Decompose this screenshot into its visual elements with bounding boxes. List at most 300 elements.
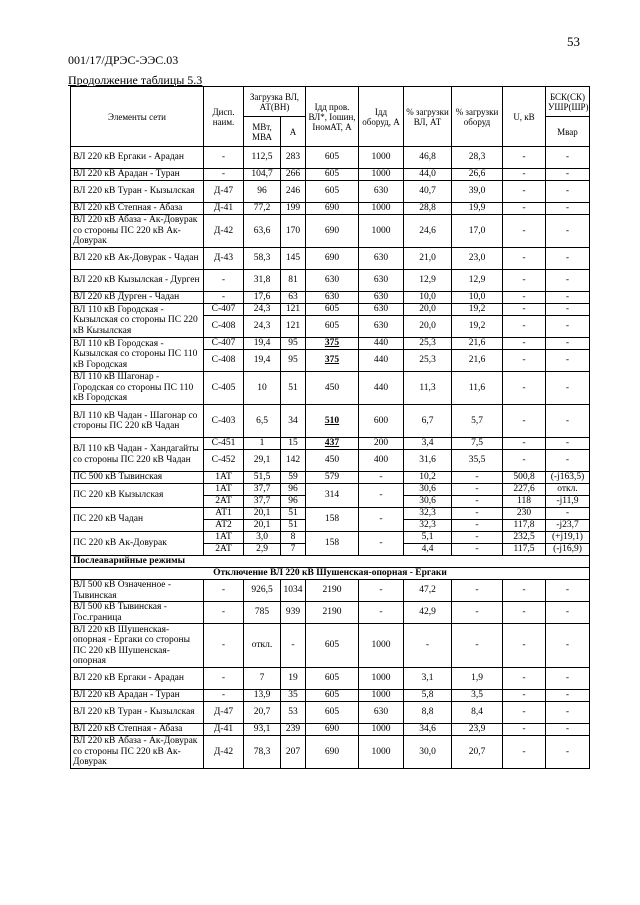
cell-u: 118 <box>503 496 546 508</box>
cell-pct-obor: - <box>452 580 503 602</box>
load-table <box>70 86 590 769</box>
table-row <box>71 338 590 350</box>
cell-idd-obor: 600 <box>359 405 404 438</box>
cell-idd-obor: - <box>359 602 404 624</box>
cell-q: - <box>546 405 590 438</box>
cell-disp: - <box>204 580 244 602</box>
cell-mw: 13,9 <box>244 690 281 702</box>
header-mvar: Мвар <box>546 117 590 147</box>
table-row <box>71 270 590 292</box>
cell-mw: 2,9 <box>244 544 281 556</box>
cell-u: - <box>503 450 546 472</box>
cell-idd-obor: 1000 <box>359 668 404 690</box>
cell-q: - <box>546 338 590 350</box>
cell-u: - <box>503 690 546 702</box>
cell-element: ВЛ 110 кВ Чадан - Хандагайты со стороны ПС 220 кВ Чадан <box>71 438 204 472</box>
header-a: А <box>281 117 306 147</box>
cell-element: ПС 220 кВ Ак-Довурак <box>71 532 204 556</box>
cell-pct-vl: 11,3 <box>404 372 452 405</box>
cell-u: - <box>503 338 546 350</box>
cell-a: - <box>281 624 306 668</box>
cell-q: (+j19,1) <box>546 532 590 544</box>
cell-u: - <box>503 624 546 668</box>
cell-a: 51 <box>281 520 306 532</box>
cell-element: ВЛ 220 кВ Туран - Кызылская <box>71 702 204 724</box>
cell-a: 207 <box>281 736 306 769</box>
cell-mw: 104,7 <box>244 169 281 181</box>
cell-u: - <box>503 181 546 203</box>
cell-pct-vl: 44,0 <box>404 169 452 181</box>
cell-idd-obor: 1000 <box>359 690 404 702</box>
cell-mw: 24,3 <box>244 304 281 316</box>
header-idd-obor: Iдд оборуд, А <box>359 87 404 147</box>
cell-idd-obor: 440 <box>359 338 404 350</box>
cell-a: 1034 <box>281 580 306 602</box>
cell-disp: 1АТ <box>204 472 244 484</box>
cell-mw: 6,5 <box>244 405 281 438</box>
cell-u: - <box>503 292 546 304</box>
subsection-title: Отключение ВЛ 220 кВ Шушенская-опорная - Ергаки <box>71 568 590 580</box>
cell-element: ВЛ 220 кВ Туран - Кызылская <box>71 181 204 203</box>
cell-pct-obor: 17,0 <box>452 215 503 248</box>
cell-idd-obor: 630 <box>359 181 404 203</box>
cell-q: - <box>546 702 590 724</box>
cell-element: ВЛ 110 кВ Городская - Кызылская со стороны ПС 110 кВ Городская <box>71 338 204 372</box>
cell-a: 283 <box>281 147 306 169</box>
cell-mw: 37,7 <box>244 496 281 508</box>
cell-pct-vl: 20,0 <box>404 316 452 338</box>
cell-q: -j11,9 <box>546 496 590 508</box>
cell-pct-obor: 12,9 <box>452 270 503 292</box>
cell-element: ВЛ 110 кВ Шагонар - Городская со стороны ПС 110 кВ Городская <box>71 372 204 405</box>
cell-element: ВЛ 220 кВ Абаза - Ак-Довурак со стороны ПС 220 кВ Ак-Довурак <box>71 215 204 248</box>
header-load: Загрузка ВЛ, АТ(ВН) <box>244 87 306 117</box>
cell-idd-prov: 630 <box>306 292 359 304</box>
cell-q: - <box>546 668 590 690</box>
cell-a: 7 <box>281 544 306 556</box>
cell-disp: - <box>204 292 244 304</box>
cell-idd-prov: 314 <box>306 484 359 508</box>
cell-idd-prov: 158 <box>306 532 359 556</box>
cell-disp: С-408 <box>204 350 244 372</box>
cell-idd-prov: 605 <box>306 624 359 668</box>
cell-u: 117,5 <box>503 544 546 556</box>
cell-mw: 785 <box>244 602 281 624</box>
cell-pct-vl: 25,3 <box>404 338 452 350</box>
cell-idd-obor: 1000 <box>359 736 404 769</box>
cell-idd-obor: 1000 <box>359 624 404 668</box>
cell-u: - <box>503 304 546 316</box>
cell-q: - <box>546 248 590 270</box>
cell-u: - <box>503 147 546 169</box>
cell-mw: 63,6 <box>244 215 281 248</box>
cell-u: 227,6 <box>503 484 546 496</box>
cell-element: ВЛ 220 кВ Степная - Абаза <box>71 724 204 736</box>
cell-u: - <box>503 203 546 215</box>
cell-mw: 96 <box>244 181 281 203</box>
cell-u: - <box>503 736 546 769</box>
cell-q: - <box>546 215 590 248</box>
cell-u: 232,5 <box>503 532 546 544</box>
cell-a: 246 <box>281 181 306 203</box>
cell-mw: 19,4 <box>244 350 281 372</box>
cell-pct-obor: 23,0 <box>452 248 503 270</box>
cell-disp: С-405 <box>204 372 244 405</box>
cell-idd-obor: 440 <box>359 372 404 405</box>
cell-disp: - <box>204 624 244 668</box>
cell-idd-obor: 630 <box>359 304 404 316</box>
header-mw: МВт, МВА <box>244 117 281 147</box>
cell-element: ВЛ 220 кВ Ергаки - Арадан <box>71 147 204 169</box>
cell-idd-prov: 605 <box>306 147 359 169</box>
cell-a: 266 <box>281 169 306 181</box>
cell-a: 145 <box>281 248 306 270</box>
cell-u: - <box>503 702 546 724</box>
header-pct-vl: % загрузки ВЛ, АТ <box>404 87 452 147</box>
cell-mw: 93,1 <box>244 724 281 736</box>
cell-element: ПС 220 кВ Кызылская <box>71 484 204 508</box>
cell-a: 95 <box>281 338 306 350</box>
cell-element: ВЛ 220 кВ Арадан - Туран <box>71 690 204 702</box>
cell-pct-vl: 6,7 <box>404 405 452 438</box>
table-body <box>71 147 590 769</box>
cell-mw: 20,7 <box>244 702 281 724</box>
cell-pct-obor: - <box>452 484 503 496</box>
cell-pct-vl: 30,0 <box>404 736 452 769</box>
cell-u: - <box>503 580 546 602</box>
cell-disp: - <box>204 169 244 181</box>
cell-idd-prov: 450 <box>306 372 359 405</box>
cell-disp: С-407 <box>204 338 244 350</box>
cell-a: 15 <box>281 438 306 450</box>
cell-idd-prov: 605 <box>306 181 359 203</box>
table-row <box>71 248 590 270</box>
cell-pct-obor: 23,9 <box>452 724 503 736</box>
cell-pct-obor: 19,2 <box>452 304 503 316</box>
cell-q: - <box>546 438 590 450</box>
cell-pct-obor: - <box>452 496 503 508</box>
cell-a: 51 <box>281 508 306 520</box>
cell-element: ВЛ 220 кВ Арадан - Туран <box>71 169 204 181</box>
cell-disp: С-407 <box>204 304 244 316</box>
section-header <box>71 556 590 568</box>
cell-idd-obor: - <box>359 508 404 532</box>
cell-u: - <box>503 405 546 438</box>
cell-a: 170 <box>281 215 306 248</box>
cell-disp: Д-42 <box>204 736 244 769</box>
table-row <box>71 147 590 169</box>
cell-a: 35 <box>281 690 306 702</box>
cell-pct-vl: 34,6 <box>404 724 452 736</box>
cell-q: - <box>546 724 590 736</box>
cell-disp: АТ2 <box>204 520 244 532</box>
cell-q: - <box>546 203 590 215</box>
cell-a: 81 <box>281 270 306 292</box>
cell-element: ВЛ 220 кВ Шушенская-опорная - Ергаки со стороны ПС 220 кВ Шушенская-опорная <box>71 624 204 668</box>
cell-q: - <box>546 181 590 203</box>
cell-mw: 112,5 <box>244 147 281 169</box>
cell-idd-obor: 630 <box>359 702 404 724</box>
cell-q: откл. <box>546 484 590 496</box>
cell-mw: 29,1 <box>244 450 281 472</box>
cell-idd-prov: 450 <box>306 450 359 472</box>
cell-pct-vl: 20,0 <box>404 304 452 316</box>
cell-pct-obor: - <box>452 602 503 624</box>
header-pct-obor: % загрузки оборуд <box>452 87 503 147</box>
cell-pct-vl: 25,3 <box>404 350 452 372</box>
cell-a: 142 <box>281 450 306 472</box>
cell-element: ВЛ 500 кВ Означенное - Тывинская <box>71 580 204 602</box>
cell-idd-prov: 510 <box>306 405 359 438</box>
cell-a: 63 <box>281 292 306 304</box>
cell-pct-vl: 31,6 <box>404 450 452 472</box>
cell-pct-obor: 39,0 <box>452 181 503 203</box>
cell-pct-vl: 12,9 <box>404 270 452 292</box>
cell-element: ВЛ 220 кВ Абаза - Ак-Довурак со стороны ПС 220 кВ Ак-Довурак <box>71 736 204 769</box>
cell-pct-obor: - <box>452 508 503 520</box>
cell-element: ПС 500 кВ Тывинская <box>71 472 204 484</box>
cell-q: -j23,7 <box>546 520 590 532</box>
cell-q: - <box>546 580 590 602</box>
cell-idd-obor: 400 <box>359 450 404 472</box>
cell-mw: 78,3 <box>244 736 281 769</box>
cell-u: - <box>503 724 546 736</box>
cell-pct-obor: 5,7 <box>452 405 503 438</box>
table-row <box>71 292 590 304</box>
table-row <box>71 602 590 624</box>
cell-pct-vl: 10,2 <box>404 472 452 484</box>
table-caption: Продолжение таблицы 5.3 <box>68 73 203 87</box>
cell-disp: 2АТ <box>204 496 244 508</box>
cell-pct-obor: 28,3 <box>452 147 503 169</box>
cell-element: ПС 220 кВ Чадан <box>71 508 204 532</box>
cell-pct-vl: 28,8 <box>404 203 452 215</box>
cell-idd-prov: 2190 <box>306 580 359 602</box>
cell-mw: 77,2 <box>244 203 281 215</box>
cell-pct-obor: - <box>452 624 503 668</box>
cell-pct-vl: 24,6 <box>404 215 452 248</box>
cell-disp: Д-41 <box>204 724 244 736</box>
cell-mw: 24,3 <box>244 316 281 338</box>
table-row <box>71 304 590 316</box>
table-row <box>71 215 590 248</box>
cell-idd-prov: 605 <box>306 316 359 338</box>
cell-idd-prov: 605 <box>306 668 359 690</box>
table-row <box>71 484 590 496</box>
table-row <box>71 405 590 438</box>
cell-pct-obor: 1,9 <box>452 668 503 690</box>
cell-pct-vl: 47,2 <box>404 580 452 602</box>
cell-disp: С-408 <box>204 316 244 338</box>
cell-u: - <box>503 169 546 181</box>
cell-disp: С-452 <box>204 450 244 472</box>
cell-idd-prov: 375 <box>306 350 359 372</box>
cell-q: - <box>546 350 590 372</box>
cell-pct-obor: - <box>452 544 503 556</box>
cell-mw: 10 <box>244 372 281 405</box>
cell-disp: - <box>204 602 244 624</box>
table-row <box>71 372 590 405</box>
cell-a: 95 <box>281 350 306 372</box>
cell-idd-obor: 630 <box>359 270 404 292</box>
cell-q: - <box>546 147 590 169</box>
cell-a: 19 <box>281 668 306 690</box>
table-row <box>71 203 590 215</box>
cell-u: - <box>503 438 546 450</box>
cell-pct-obor: - <box>452 472 503 484</box>
cell-disp: Д-43 <box>204 248 244 270</box>
cell-disp: Д-42 <box>204 215 244 248</box>
cell-idd-prov: 605 <box>306 702 359 724</box>
cell-pct-vl: 30,6 <box>404 484 452 496</box>
cell-pct-obor: 8,4 <box>452 702 503 724</box>
table-row <box>71 508 590 520</box>
cell-pct-obor: 21,6 <box>452 338 503 350</box>
cell-u: - <box>503 270 546 292</box>
cell-element: ВЛ 220 кВ Степная - Абаза <box>71 203 204 215</box>
cell-idd-prov: 630 <box>306 270 359 292</box>
cell-u: - <box>503 372 546 405</box>
table-row <box>71 472 590 484</box>
cell-q: - <box>546 602 590 624</box>
cell-pct-vl: 42,9 <box>404 602 452 624</box>
cell-idd-obor: 200 <box>359 438 404 450</box>
cell-disp: - <box>204 668 244 690</box>
cell-u: 500,8 <box>503 472 546 484</box>
cell-pct-vl: 32,3 <box>404 508 452 520</box>
cell-pct-obor: 21,6 <box>452 350 503 372</box>
table-row <box>71 181 590 203</box>
section-title: Послеаварийные режимы <box>71 556 590 568</box>
cell-mw: 58,3 <box>244 248 281 270</box>
table-row <box>71 624 590 668</box>
cell-idd-obor: 440 <box>359 350 404 372</box>
cell-idd-obor: 1000 <box>359 169 404 181</box>
cell-pct-obor: - <box>452 520 503 532</box>
cell-pct-obor: 20,7 <box>452 736 503 769</box>
cell-idd-prov: 375 <box>306 338 359 350</box>
cell-pct-vl: 32,3 <box>404 520 452 532</box>
cell-a: 96 <box>281 484 306 496</box>
cell-idd-prov: 690 <box>306 215 359 248</box>
header-disp: Дисп. наим. <box>204 87 244 147</box>
cell-pct-obor: - <box>452 532 503 544</box>
cell-idd-obor: 630 <box>359 292 404 304</box>
cell-pct-obor: 35,5 <box>452 450 503 472</box>
cell-pct-vl: 3,4 <box>404 438 452 450</box>
cell-mw: 37,7 <box>244 484 281 496</box>
cell-a: 53 <box>281 702 306 724</box>
cell-mw: 51,5 <box>244 472 281 484</box>
cell-idd-prov: 158 <box>306 508 359 532</box>
cell-mw: 20,1 <box>244 520 281 532</box>
cell-q: - <box>546 736 590 769</box>
cell-mw: 31,8 <box>244 270 281 292</box>
cell-a: 939 <box>281 602 306 624</box>
cell-idd-prov: 605 <box>306 690 359 702</box>
cell-pct-vl: 30,6 <box>404 496 452 508</box>
cell-pct-vl: 5,1 <box>404 532 452 544</box>
cell-a: 121 <box>281 316 306 338</box>
cell-pct-obor: 3,5 <box>452 690 503 702</box>
cell-a: 96 <box>281 496 306 508</box>
cell-q: - <box>546 270 590 292</box>
cell-pct-obor: 11,6 <box>452 372 503 405</box>
cell-idd-prov: 2190 <box>306 602 359 624</box>
table-row <box>71 690 590 702</box>
cell-pct-obor: 19,2 <box>452 316 503 338</box>
cell-idd-obor: 1000 <box>359 724 404 736</box>
cell-u: - <box>503 668 546 690</box>
cell-idd-obor: 630 <box>359 316 404 338</box>
cell-q: (-j16,9) <box>546 544 590 556</box>
cell-a: 51 <box>281 372 306 405</box>
cell-idd-obor: 1000 <box>359 215 404 248</box>
table-row <box>71 702 590 724</box>
cell-idd-prov: 605 <box>306 304 359 316</box>
cell-u: - <box>503 350 546 372</box>
cell-element: ВЛ 220 кВ Ергаки - Арадан <box>71 668 204 690</box>
cell-q: (-j163,5) <box>546 472 590 484</box>
cell-mw: 17,6 <box>244 292 281 304</box>
cell-a: 59 <box>281 472 306 484</box>
cell-q: - <box>546 690 590 702</box>
cell-idd-obor: - <box>359 484 404 508</box>
cell-mw: откл. <box>244 624 281 668</box>
cell-idd-prov: 690 <box>306 248 359 270</box>
cell-element: ВЛ 110 кВ Городская - Кызылская со стороны ПС 220 кВ Кызылская <box>71 304 204 338</box>
cell-u: 230 <box>503 508 546 520</box>
cell-a: 199 <box>281 203 306 215</box>
cell-u: - <box>503 215 546 248</box>
cell-mw: 3,0 <box>244 532 281 544</box>
cell-u: - <box>503 248 546 270</box>
cell-idd-prov: 690 <box>306 724 359 736</box>
table-row <box>71 580 590 602</box>
cell-idd-obor: - <box>359 532 404 556</box>
cell-q: - <box>546 316 590 338</box>
cell-pct-obor: 10,0 <box>452 292 503 304</box>
header-elements: Элементы сети <box>71 87 204 147</box>
table-row <box>71 724 590 736</box>
table-row <box>71 668 590 690</box>
cell-u: - <box>503 602 546 624</box>
cell-q: - <box>546 292 590 304</box>
header-u: U, кВ <box>503 87 546 147</box>
cell-disp: 1АТ <box>204 484 244 496</box>
cell-q: - <box>546 508 590 520</box>
cell-q: - <box>546 304 590 316</box>
cell-a: 34 <box>281 405 306 438</box>
cell-idd-obor: 1000 <box>359 147 404 169</box>
table-row <box>71 169 590 181</box>
cell-element: ВЛ 500 кВ Тывинская - Гос.граница <box>71 602 204 624</box>
cell-idd-prov: 690 <box>306 203 359 215</box>
cell-q: - <box>546 624 590 668</box>
cell-disp: - <box>204 270 244 292</box>
cell-idd-prov: 690 <box>306 736 359 769</box>
cell-element: ВЛ 220 кВ Кызылская - Дурген <box>71 270 204 292</box>
cell-disp: 1АТ <box>204 532 244 544</box>
cell-q: - <box>546 169 590 181</box>
cell-element: ВЛ 220 кВ Ак-Довурак - Чадан <box>71 248 204 270</box>
cell-pct-vl: 4,4 <box>404 544 452 556</box>
cell-disp: Д-47 <box>204 702 244 724</box>
cell-disp: - <box>204 147 244 169</box>
header-bsk: БСК(СК) УШР(ШР) <box>546 87 590 117</box>
cell-mw: 19,4 <box>244 338 281 350</box>
table-row <box>71 532 590 544</box>
